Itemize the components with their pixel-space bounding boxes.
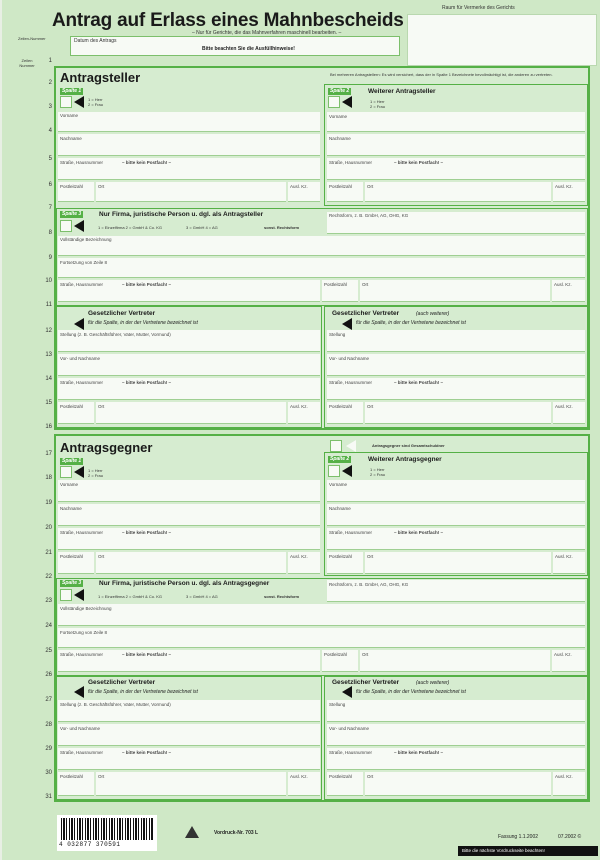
label-postleitzahl: Postleitzahl bbox=[324, 282, 348, 287]
row-number: 4 bbox=[48, 128, 52, 134]
label-kein-postfach: – bitte kein Postfach! – bbox=[122, 160, 172, 165]
label-strasse: Straße, Hausnummer bbox=[60, 652, 104, 657]
label-nachname: Nachname bbox=[60, 506, 82, 511]
label-strasse: Straße, Hausnummer bbox=[60, 282, 104, 287]
opponent2-first-name-field[interactable] bbox=[327, 480, 585, 502]
instructions-note: Bitte beachten Sie die Ausfüllhinweise! bbox=[202, 46, 295, 52]
row-number: 2 bbox=[48, 80, 52, 86]
label-strasse: Straße, Hausnummer bbox=[60, 160, 104, 165]
applicant2-last-name-field[interactable] bbox=[327, 134, 585, 156]
salutation-code-1: 1 = Herr bbox=[370, 467, 385, 472]
applicant-first-name-field[interactable] bbox=[58, 112, 320, 132]
row-number: 28 bbox=[45, 722, 52, 728]
salutation-box-3[interactable] bbox=[60, 466, 72, 478]
row-number: 10 bbox=[45, 278, 52, 284]
salutation-code-2: 2 = Frau bbox=[370, 472, 386, 477]
label-stellung: Stellung bbox=[329, 332, 346, 337]
label-ort: Ort bbox=[98, 404, 105, 409]
vordruck-number: Vordruck-Nr. 703 L bbox=[214, 830, 259, 836]
row-number: 24 bbox=[45, 623, 52, 629]
row-number: 22 bbox=[45, 574, 52, 580]
label-ausl-kz: Ausl. Kz. bbox=[290, 774, 308, 779]
court-notes-label: Raum für Vermerke des Gerichts bbox=[442, 5, 515, 11]
order-number: 07.2002 © bbox=[558, 834, 582, 840]
id-label: Zeilen-Nummer bbox=[18, 36, 46, 41]
firma-codes-2: 3 = GmbH 4 = AG bbox=[186, 225, 218, 230]
pointer-arrow-icon bbox=[74, 318, 84, 330]
label-stellung: Stellung bbox=[329, 702, 346, 707]
row-number: 23 bbox=[45, 598, 52, 604]
weiterer-antragsteller-title: Weiterer Antragsteller bbox=[368, 88, 436, 95]
applicant-title: Antragsteller bbox=[60, 70, 141, 85]
label-postleitzahl: Postleitzahl bbox=[60, 554, 84, 559]
vertreter2-title: Gesetzlicher Vertreter bbox=[332, 310, 400, 317]
label-nachname: Nachname bbox=[329, 136, 351, 141]
weiterer-note-text: Bei mehreren Antragstellern: Es wird versichert, dass der in Spalte 1 Bezeichnete bevollmächtigt ist, die anderen zu vertreten. bbox=[330, 72, 553, 77]
label-vor-nachname: Vor- und Nachname bbox=[329, 356, 370, 361]
gesamtschuldner-box[interactable] bbox=[330, 440, 342, 452]
label-stellung: Stellung (z. B. Geschäftsführer, Vater, Mutter, Vormund) bbox=[60, 332, 171, 337]
date-label: Datum des Antrags bbox=[74, 38, 117, 44]
label-kein-postfach: – bitte kein Postfach! – bbox=[394, 160, 444, 165]
label-kein-postfach: – bitte kein Postfach! – bbox=[122, 750, 172, 755]
vertreter-gegner-hint: für die Spalte, in der der Vertretene bezeichnet ist bbox=[88, 689, 198, 695]
pointer-arrow-icon bbox=[74, 220, 84, 232]
row-number: 19 bbox=[45, 500, 52, 506]
label-kein-postfach: – bitte kein Postfach! – bbox=[122, 652, 172, 657]
row-number: 29 bbox=[45, 746, 52, 752]
label-rechtsform-bsp: Rechtsform, z. B. GmbH, AG, OHG, KG bbox=[329, 582, 409, 587]
label-ort: Ort bbox=[362, 652, 369, 657]
label-ort: Ort bbox=[367, 404, 374, 409]
label-postleitzahl: Postleitzahl bbox=[329, 404, 353, 409]
firma-codes-2: 3 = GmbH 4 = AG bbox=[186, 594, 218, 599]
label-postleitzahl: Postleitzahl bbox=[60, 404, 84, 409]
salutation-box-2[interactable] bbox=[328, 96, 340, 108]
row-number: 20 bbox=[45, 525, 52, 531]
label-postleitzahl: Postleitzahl bbox=[329, 184, 353, 189]
row-number: 31 bbox=[45, 794, 52, 800]
pointer-arrow-icon bbox=[342, 465, 352, 477]
firma-antragsteller-title: Nur Firma, juristische Person u. dgl. als Antragsteller bbox=[99, 211, 264, 218]
row-number: 14 bbox=[45, 376, 52, 382]
label-strasse: Straße, Hausnummer bbox=[60, 530, 104, 535]
salutation-code-1: 1 = Herr bbox=[370, 99, 385, 104]
salutation-code-1: 1 = Herr bbox=[88, 468, 103, 473]
next-page-note: Bitte die nächste Vordruckseite beachten! bbox=[458, 846, 598, 856]
row-number: 5 bbox=[48, 156, 52, 162]
label-vollstaendige-bez: Vollständige Bezeichnung bbox=[60, 606, 112, 611]
opponent-first-name-field[interactable] bbox=[58, 480, 320, 502]
barcode bbox=[57, 815, 157, 851]
label-ort: Ort bbox=[367, 184, 374, 189]
label-ort: Ort bbox=[98, 184, 105, 189]
weiterer-antragsgegner-title: Weiterer Antragsgegner bbox=[368, 456, 442, 463]
label-kein-postfach: – bitte kein Postfach! – bbox=[122, 380, 172, 385]
label-vor-nachname: Vor- und Nachname bbox=[60, 726, 101, 731]
sonst-rechtsform: sonst. Rechtsform bbox=[264, 225, 300, 230]
form-title: Antrag auf Erlass eines Mahnbescheids bbox=[52, 10, 404, 31]
opponent-city-field[interactable] bbox=[96, 552, 286, 574]
label-vorname: Vorname bbox=[60, 113, 79, 118]
label-ort: Ort bbox=[367, 554, 374, 559]
row-number: 21 bbox=[45, 550, 52, 556]
row-number: 17 bbox=[45, 451, 52, 457]
label-ort: Ort bbox=[362, 282, 369, 287]
label-vor-nachname: Vor- und Nachname bbox=[329, 726, 370, 731]
vertreter2-stellung-field[interactable] bbox=[327, 330, 585, 352]
pointer-arrow-icon bbox=[74, 686, 84, 698]
label-kein-postfach: – bitte kein Postfach! – bbox=[122, 530, 172, 535]
row-number: 3 bbox=[48, 104, 52, 110]
label-nachname: Nachname bbox=[329, 506, 351, 511]
label-nachname: Nachname bbox=[60, 136, 82, 141]
pointer-arrow-icon bbox=[346, 440, 356, 452]
vollstaendige-bezeichnung-field[interactable] bbox=[58, 236, 585, 256]
salutation-code-2: 2 = Frau bbox=[88, 473, 104, 478]
row-number: 1 bbox=[48, 58, 52, 64]
salutation-code-2: 2 = Frau bbox=[88, 102, 104, 107]
row-number: 16 bbox=[45, 424, 52, 430]
pointer-arrow-icon bbox=[74, 589, 84, 601]
label-strasse: Straße, Hausnummer bbox=[60, 750, 104, 755]
label-postleitzahl: Postleitzahl bbox=[60, 774, 84, 779]
publisher-logo-icon bbox=[185, 826, 199, 838]
label-strasse: Straße, Hausnummer bbox=[329, 160, 373, 165]
label-ort: Ort bbox=[98, 774, 105, 779]
fassung-label: Fassung 1.1.2002 bbox=[498, 834, 539, 840]
row-number: 15 bbox=[45, 400, 52, 406]
label-ort: Ort bbox=[98, 554, 105, 559]
label-ausl-kz: Ausl. Kz. bbox=[554, 282, 572, 287]
label-kein-postfach: – bitte kein Postfach! – bbox=[394, 530, 444, 535]
form-subtitle: – Nur für Gerichte, die das Mahnverfahren maschinell bearbeiten. – bbox=[192, 30, 342, 36]
label-kein-postfach: – bitte kein Postfach! – bbox=[394, 380, 444, 385]
salutation-code-2: 2 = Frau bbox=[370, 104, 386, 109]
salutation-box[interactable] bbox=[60, 96, 72, 108]
weiterer-note bbox=[330, 72, 580, 77]
gesamtschuldner-label: Antragsgegner sind Gesamtschuldner bbox=[372, 443, 445, 448]
vollstaendige-bezeichnung-field-2[interactable] bbox=[58, 604, 585, 626]
label-strasse: Straße, Hausnummer bbox=[329, 380, 373, 385]
spalte2-tag: Spalte 2 bbox=[330, 88, 350, 94]
vertreter-gegner-title: Gesetzlicher Vertreter bbox=[88, 679, 156, 686]
spalte3-tag: Spalte 3 bbox=[62, 580, 82, 586]
opponent-title: Antragsgegner bbox=[60, 440, 153, 455]
vertreter-hint: für die Spalte, in der der Vertretene bezeichnet ist bbox=[88, 320, 198, 326]
pointer-arrow-icon bbox=[342, 318, 352, 330]
opponent2-last-name-field[interactable] bbox=[327, 504, 585, 526]
label-stellung: Stellung (z. B. Geschäftsführer, Vater, Mutter, Vormund) bbox=[60, 702, 171, 707]
label-vorname: Vorname bbox=[60, 482, 79, 487]
pointer-arrow-icon bbox=[342, 96, 352, 108]
label-ausl-kz: Ausl. Kz. bbox=[290, 554, 308, 559]
label-postleitzahl: Postleitzahl bbox=[60, 184, 84, 189]
vertreter-gegner2-title: Gesetzlicher Vertreter bbox=[332, 679, 400, 686]
vertreter-gegner2-auch: (auch weiterer) bbox=[416, 680, 450, 686]
label-vorname: Vorname bbox=[329, 482, 348, 487]
vertreter2-hint: für die Spalte, in der der Vertretene bezeichnet ist bbox=[356, 320, 466, 326]
firma-city-field[interactable] bbox=[360, 280, 550, 302]
rownum-header: Zeilen Nummer bbox=[19, 58, 35, 68]
label-ausl-kz: Ausl. Kz. bbox=[555, 184, 573, 189]
applicant-city-field[interactable] bbox=[96, 182, 286, 202]
label-fortsetzung: Fortsetzung von Zeile 8 bbox=[60, 260, 108, 265]
vertreter-gegner2-hint: für die Spalte, in der der Vertretene bezeichnet ist bbox=[356, 689, 466, 695]
spalte2-tag: Spalte 2 bbox=[330, 456, 350, 462]
applicant-last-name-field[interactable] bbox=[58, 134, 320, 156]
label-rechtsform-bsp: Rechtsform, z. B. GmbH, AG, OHG, KG bbox=[329, 213, 409, 218]
label-postleitzahl: Postleitzahl bbox=[329, 774, 353, 779]
label-ausl-kz: Ausl. Kz. bbox=[290, 184, 308, 189]
firma-codes: 1 = Einzelfirma 2 = GmbH & Co. KG bbox=[98, 225, 163, 230]
row-number: 13 bbox=[45, 352, 52, 358]
vertreter-gegner2-city-field[interactable] bbox=[365, 772, 551, 796]
label-vollstaendige-bez: Vollständige Bezeichnung bbox=[60, 237, 112, 242]
fortsetzung-field[interactable] bbox=[58, 258, 585, 278]
vertreter-gegner-city-field[interactable] bbox=[96, 772, 286, 796]
label-strasse: Straße, Hausnummer bbox=[329, 750, 373, 755]
sonst-rechtsform: sonst. Rechtsform bbox=[264, 594, 300, 599]
label-ausl-kz: Ausl. Kz. bbox=[555, 404, 573, 409]
vertreter-title: Gesetzlicher Vertreter bbox=[88, 310, 156, 317]
fortsetzung-field-2[interactable] bbox=[58, 628, 585, 648]
row-number: 18 bbox=[45, 475, 52, 481]
row-number: 30 bbox=[45, 770, 52, 776]
spalte1-tag: Spalte 1 bbox=[62, 458, 82, 464]
applicant2-first-name-field[interactable] bbox=[327, 112, 585, 132]
label-strasse: Straße, Hausnummer bbox=[60, 380, 104, 385]
opponent2-city-field[interactable] bbox=[365, 552, 551, 574]
vertreter-city-field[interactable] bbox=[96, 402, 286, 424]
label-vorname: Vorname bbox=[329, 114, 348, 119]
label-kein-postfach: – bitte kein Postfach! – bbox=[122, 282, 172, 287]
firma-antragsgegner-title: Nur Firma, juristische Person u. dgl. als Antragsgegner bbox=[99, 580, 270, 587]
rechtsform-box-2[interactable] bbox=[60, 589, 72, 601]
pointer-arrow-icon bbox=[74, 466, 84, 478]
rechtsform-box[interactable] bbox=[60, 220, 72, 232]
salutation-box-4[interactable] bbox=[328, 465, 340, 477]
barcode-bars bbox=[61, 818, 153, 840]
barcode-number: 4 032877 370591 bbox=[59, 841, 121, 848]
applicant2-city-field[interactable] bbox=[365, 182, 551, 202]
label-kein-postfach: – bitte kein Postfach! – bbox=[394, 750, 444, 755]
opponent-last-name-field[interactable] bbox=[58, 504, 320, 526]
vertreter2-auch: (auch weiterer) bbox=[416, 311, 450, 317]
label-ort: Ort bbox=[367, 774, 374, 779]
pointer-arrow-icon bbox=[74, 96, 84, 108]
row-number: 11 bbox=[45, 302, 52, 308]
label-ausl-kz: Ausl. Kz. bbox=[555, 554, 573, 559]
row-number: 12 bbox=[45, 328, 52, 334]
pointer-arrow-icon bbox=[342, 686, 352, 698]
vertreter2-city-field[interactable] bbox=[365, 402, 551, 424]
label-postleitzahl: Postleitzahl bbox=[329, 554, 353, 559]
row-number: 25 bbox=[45, 648, 52, 654]
salutation-code-1: 1 = Herr bbox=[88, 97, 103, 102]
row-number: 26 bbox=[45, 672, 52, 678]
vertreter-gegner2-stellung-field[interactable] bbox=[327, 700, 585, 722]
label-ausl-kz: Ausl. Kz. bbox=[290, 404, 308, 409]
spalte1-tag: Spalte 1 bbox=[62, 88, 82, 94]
label-fortsetzung: Fortsetzung von Zeile 8 bbox=[60, 630, 108, 635]
label-ausl-kz: Ausl. Kz. bbox=[554, 652, 572, 657]
row-number: 7 bbox=[48, 205, 52, 211]
firma2-city-field[interactable] bbox=[360, 650, 550, 672]
row-number: 6 bbox=[48, 182, 52, 188]
label-ausl-kz: Ausl. Kz. bbox=[555, 774, 573, 779]
spalte3-tag: Spalte 3 bbox=[62, 211, 82, 217]
firma-codes: 1 = Einzelfirma 2 = GmbH & Co. KG bbox=[98, 594, 163, 599]
row-number: 27 bbox=[45, 697, 52, 703]
row-number: 8 bbox=[48, 230, 52, 236]
label-vor-nachname: Vor- und Nachname bbox=[60, 356, 101, 361]
court-notes-box bbox=[407, 14, 597, 66]
row-number: 9 bbox=[48, 255, 52, 261]
label-strasse: Straße, Hausnummer bbox=[329, 530, 373, 535]
label-postleitzahl: Postleitzahl bbox=[324, 652, 348, 657]
